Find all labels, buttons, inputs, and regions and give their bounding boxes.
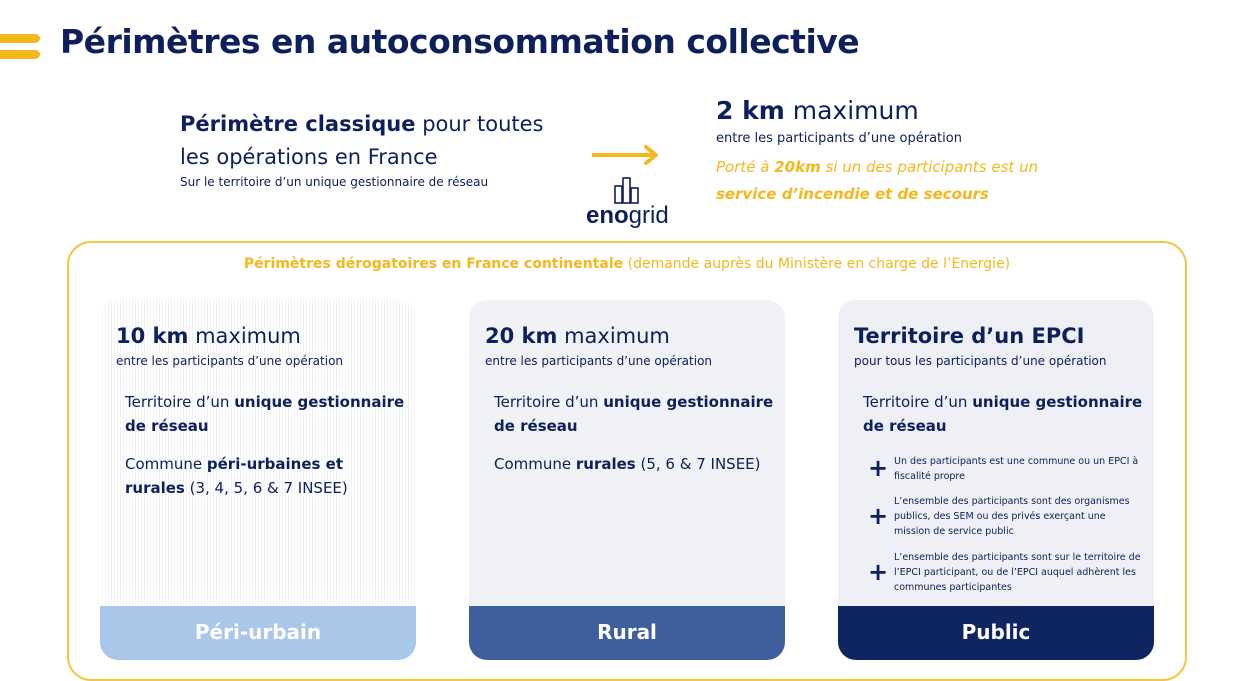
card-peri-urbain (100, 300, 416, 660)
building-icon (612, 176, 642, 204)
card-item: Commune péri-urbaines et rurales (3, 4, 5, 6 & 7 INSEE) (125, 455, 348, 497)
arrow-right-icon (592, 144, 662, 166)
card-heading: Territoire d’un EPCI (854, 324, 1085, 348)
card-heading: 10 km maximum (116, 324, 301, 348)
card-subtitle: pour tous les participants d’une opération (854, 354, 1107, 368)
distance-heading: 2 km maximum (716, 96, 919, 125)
card-public: Territoire d’un EPCI pour tous les participants d’une opération Territoire d’un unique gestionnaire de réseau + Un des participants est une commune ou un EPCI à fiscalité propre + L’ensemble des participants sont des organismes publics, des SEM ou des privés exerçant une mission de service public + L’ensemble des participants sont sur le territoire de l’EPCI participant, ou de l’EPCI auquel adhèrent les communes participantes Public (838, 300, 1154, 660)
plus-icon: + (868, 558, 889, 586)
logo-wordmark: enogrid (586, 202, 669, 229)
header-accent-bar (0, 50, 40, 59)
classic-distance (716, 96, 1196, 208)
header-accent-bar (0, 34, 40, 43)
classic-subtitle: Sur le territoire d’un unique gestionnaire de réseau (180, 175, 489, 189)
classic-title-line2: les opérations en France (180, 145, 438, 169)
card-item: Territoire d’un unique gestionnaire de réseau (125, 393, 405, 435)
enogrid-logo (582, 176, 682, 234)
distance-subtitle: entre les participants d’une opération (716, 131, 962, 146)
classic-perimeter (180, 108, 580, 189)
card-subtitle: entre les participants d’une opération (116, 354, 344, 368)
card-heading: 20 km maximum (485, 324, 670, 348)
distance-note: Porté à 20km si un des participants est un service d’incendie et de secours (716, 158, 1039, 203)
card-footer: Péri-urbain (100, 606, 416, 660)
page-title: Périmètres en autoconsommation collective (60, 22, 860, 61)
plus-icon: + (868, 502, 889, 530)
derogatory-title: Périmètres dérogatoires en France continentale (demande auprès du Ministère en charge de l’Energie) (243, 256, 1011, 272)
classic-title: Périmètre classique pour toutes (180, 112, 544, 136)
card-rural (469, 300, 785, 660)
card-footer: Rural (469, 606, 785, 660)
card-item: Commune rurales (5, 6 & 7 INSEE) (494, 455, 761, 473)
plus-icon: + (868, 454, 889, 482)
card-footer: Public (838, 606, 1154, 660)
card-item: Territoire d’un unique gestionnaire de réseau (494, 393, 774, 435)
card-item: Territoire d’un unique gestionnaire de réseau (863, 393, 1143, 435)
card-subtitle: entre les participants d’une opération (485, 354, 713, 368)
